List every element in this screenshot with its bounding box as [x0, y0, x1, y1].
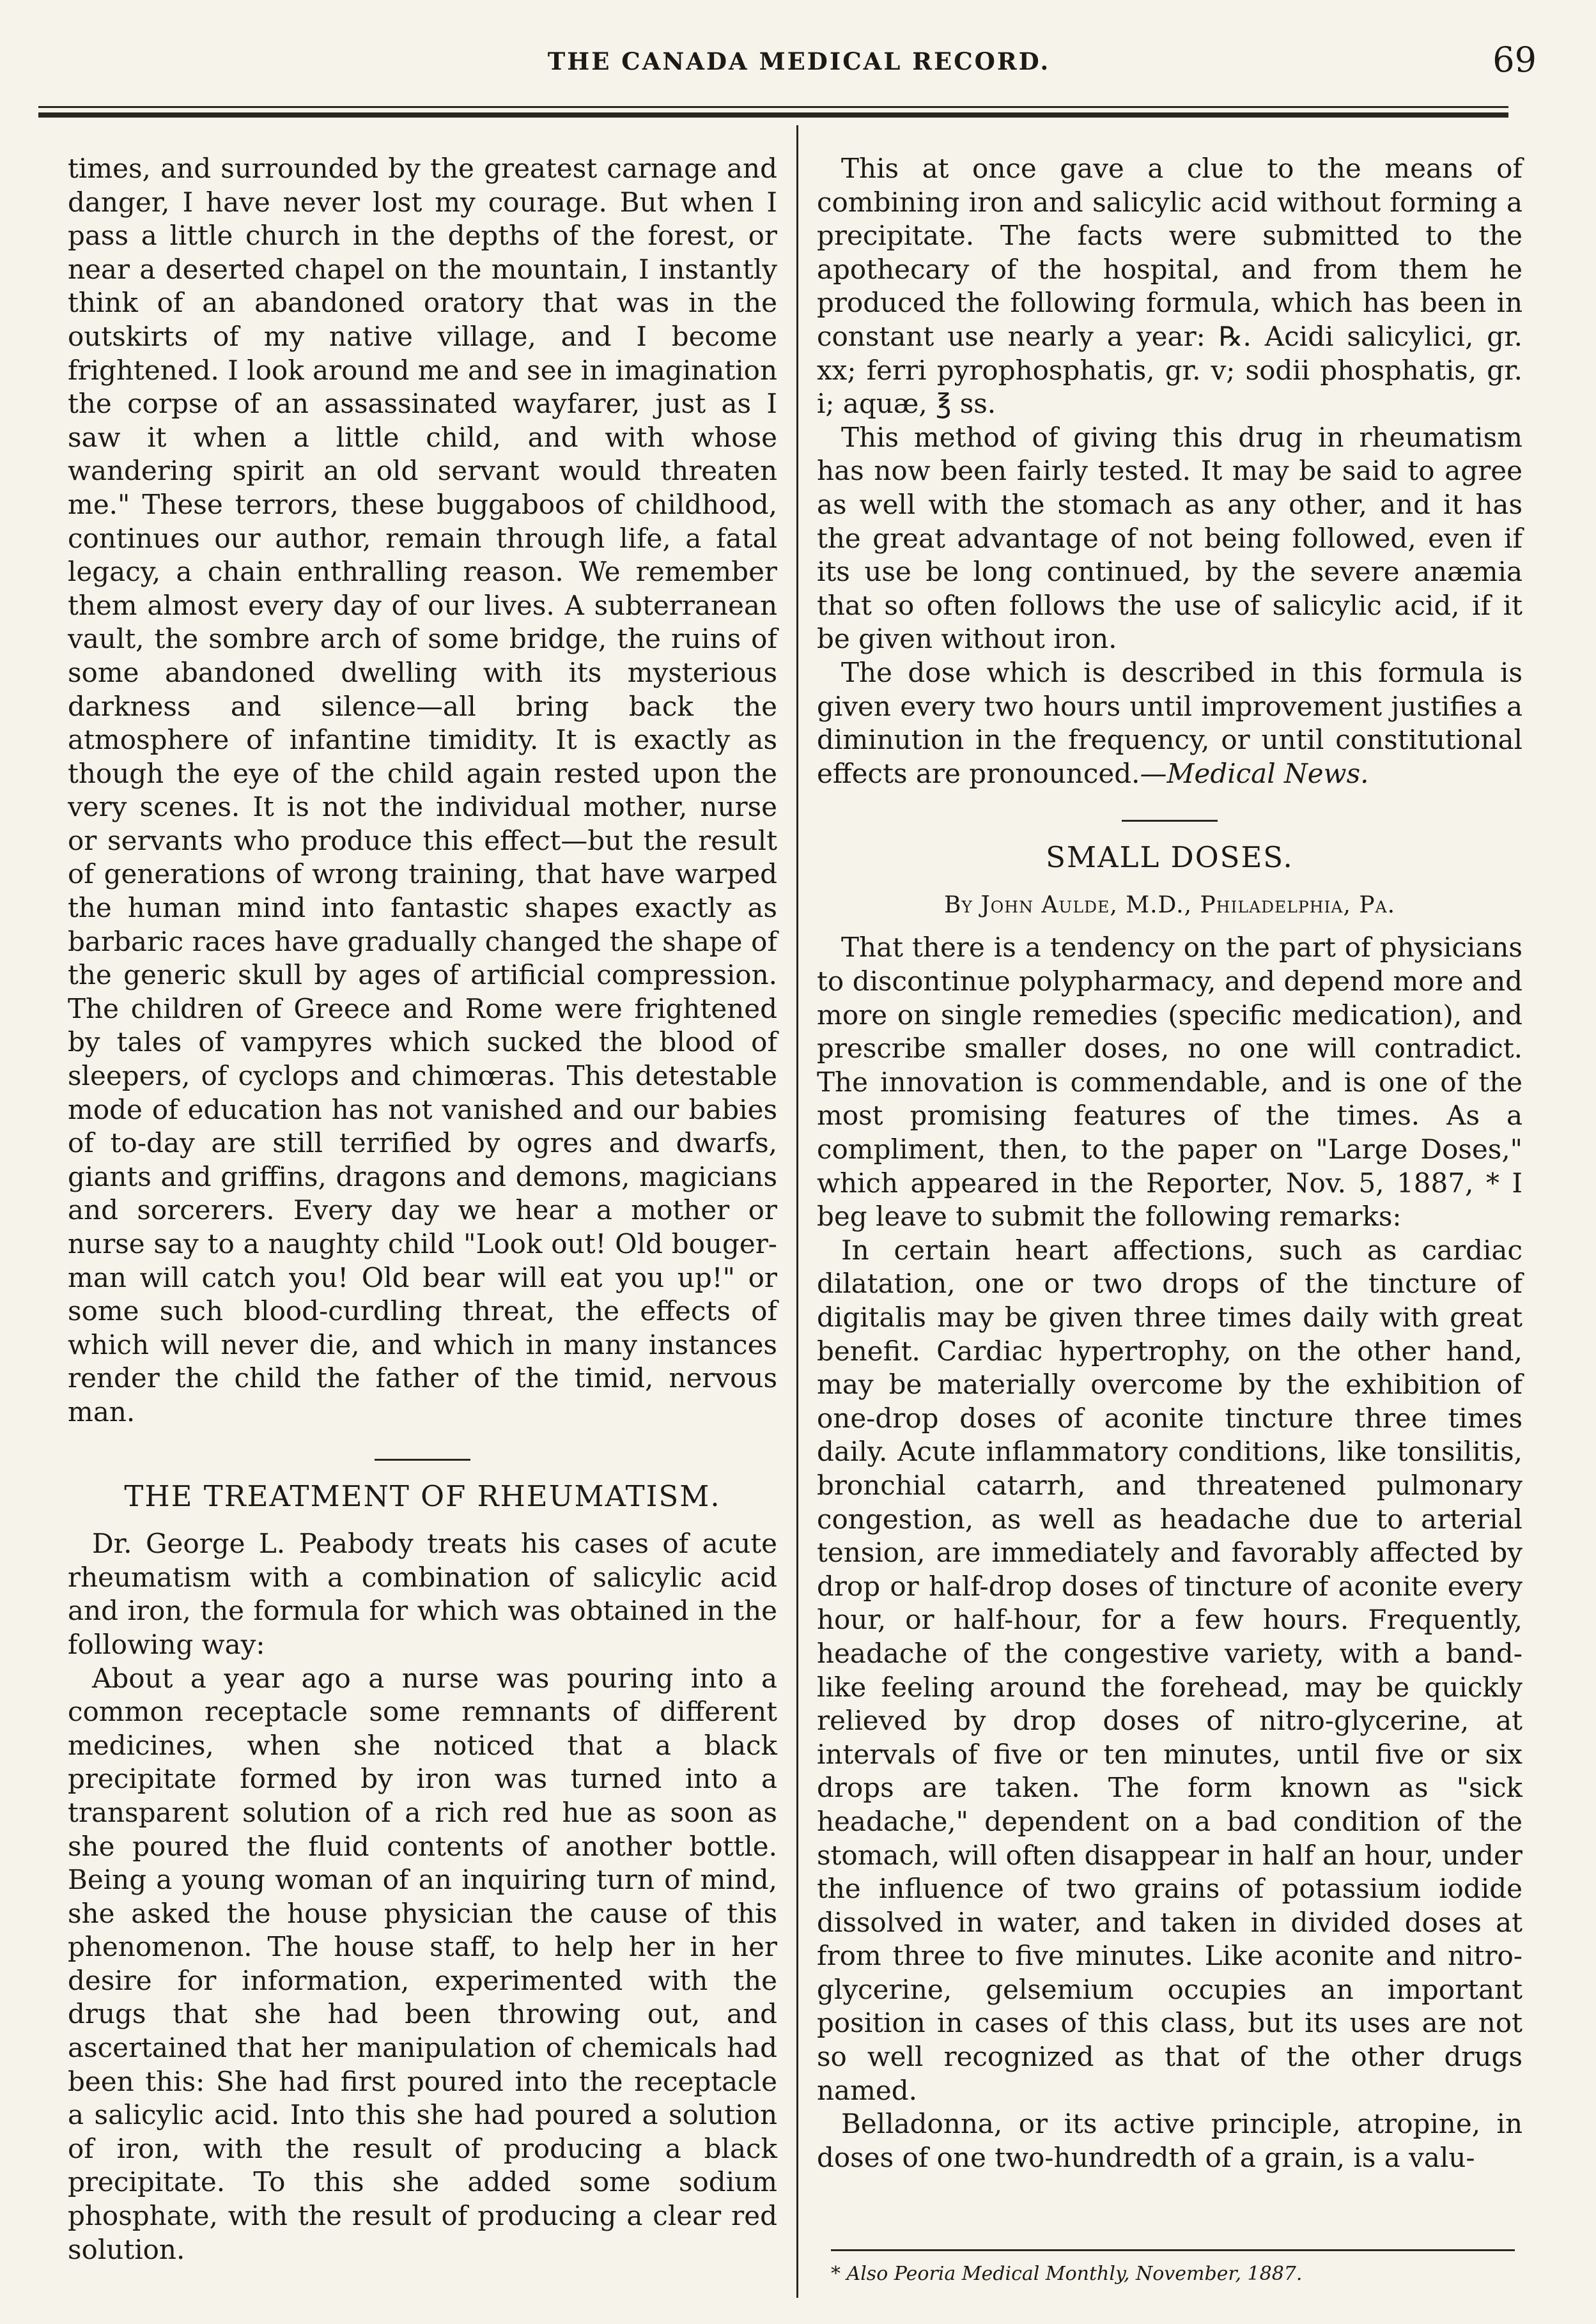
right-column [817, 152, 1522, 2174]
page-header [51, 31, 1547, 101]
body-paragraph: That there is a tendency on the part of physicians to discontinue polypharmacy, and depend more and more on single remedies (specific medication), and prescribe smaller doses, no one will contradict. The innovation is commendable, and is one of the most promising features of the times. As a compliment, then, to the paper on "Large Doses," which appeared in the Reporter, Nov. 5, 1887, * I beg leave to submit the following remarks: [817, 932, 1522, 1233]
author-byline: By John Aulde, M.D., Philadelphia, Pa. [943, 891, 1396, 918]
body-paragraph-text: The dose which is described in this formula is given every two hours until improvement justifies a diminution in the frequency, or until constitutional effects are pronounced. [817, 656, 1522, 789]
continued-paragraph: times, and surrounded by the greatest carnage and danger, I have never lost my courage. But when I pass a little church in the depths of the forest, or near a deserted chapel on the mountain, I instantly think of an abandoned oratory that was in the outskirts of my native village, and I become frightened. I look around me and see in imagination the corpse of an assassinated wayfarer, just as I saw it when a little child, and with whose wandering spirit an old servant would threaten me." These terrors, these buggaboos of childhood, continues our author, remain through life, a fatal legacy, a chain enthralling reason. We remember them almost every day of our lives. A subterranean vault, the sombre arch of some bridge, the ruins of some abandoned dwelling with its mysterious darkness and silence—all bring back the atmosphere of infantine timidity. It is exactly as though the eye of the child again rested upon the very scenes. It is not the individual mother, nurse or servants who produce this effect—but the result of generations of wrong training, that have warped the human mind into fantastic shapes exactly as barbaric races have gradually changed the shape of the generic skull by ages of artificial compression. The children of Greece and Rome were frightened by tales of vampyres which sucked the blood of sleepers, of cyclops and chimœras. This detestable mode of education has not vanished and our babies of to-day are still terrified by ogres and dwarfs, giants and griffins, dragons and demons, magicians and sorcerers. Every day we hear a mother or nurse say to a naughty child "Look out! Old bouger-man will catch you! Old bear will eat you up!" or some such blood-curdling threat, the effects of which will never die, and which in many instances render the child the father of the timid, nervous man. [68, 153, 777, 1427]
body-paragraph [817, 656, 1522, 790]
footnote: * Also Peoria Medical Monthly, November, 1887. [831, 2249, 1515, 2285]
left-column [68, 152, 777, 2266]
section-title-small-doses: SMALL DOSES. [1046, 840, 1294, 875]
header-rule-thin [38, 106, 1508, 108]
column-divider [796, 125, 798, 2298]
body-paragraph: This method of giving this drug in rheumatism has now been fairly tested. It may be said to agree as well with the stomach as any other, and it has the great advantage of not being followed, even if its use be long continued, by the severe anæmia that so often follows the use of salicylic acid, if it be given without iron. [817, 421, 1522, 655]
source-credit: —Medical News. [1140, 757, 1369, 789]
body-paragraph: Dr. George L. Peabody treats his cases of acute rheumatism with a combination of salicylic acid and iron, the formula for which was obtained in the following way: [68, 1528, 777, 1660]
page-number: 69 [1492, 40, 1537, 80]
section-divider [1122, 820, 1218, 822]
body-paragraph: This at once gave a clue to the means of combining iron and salicylic acid without forming a precipitate. The facts were submitted to the apothecary of the hospital, and from them he produced the following formula, which has been in constant use nearly a year: ℞. Acidi salicylici, gr. xx; ferri pyrophosphatis, gr. v; sodii phosphatis, gr. i; aquæ, ℥ ss. [817, 153, 1522, 420]
header-rule-thick [38, 112, 1508, 118]
running-title: THE CANADA MEDICAL RECORD. [547, 47, 1051, 75]
section-divider [375, 1459, 470, 1461]
section-title-rheumatism: THE TREATMENT OF RHEUMATISM. [124, 1479, 721, 1513]
body-paragraph: About a year ago a nurse was pouring into a common receptacle some remnants of different medicines, when she noticed that a black precipitate formed by iron was turned into a transparent solution of a rich red hue as soon as she poured the fluid contents of another bottle. Being a young woman of an inquiring turn of mind, she asked the house physician the cause of this phenomenon. The house staff, to help her in her desire for information, experimented with the drugs that she had been throwing out, and ascertained that her manipulation of chemicals had been this: She had first poured into the receptacle a salicylic acid. Into this she had poured a solution of iron, with the result of producing a black precipitate. To this she added some sodium phosphate, with the result of producing a clear red solution. [68, 1662, 777, 2265]
body-paragraph: In certain heart affections, such as cardiac dilatation, one or two drops of the tincture of digitalis may be given three times daily with great benefit. Cardiac hypertrophy, on the other hand, may be materially overcome by the exhibition of one-drop doses of aconite tincture three times daily. Acute inflammatory conditions, like tonsilitis, bronchial catarrh, and threatened pulmonary congestion, as well as headache due to arterial tension, are immediately and favorably affected by drop or half-drop doses of tincture of aconite every hour, or half-hour, for a few hours. Frequently, headache of the congestive variety, with a band-like feeling around the forehead, may be quickly relieved by drop doses of nitro-glycerine, at intervals of five or ten minutes, until five or six drops are taken. The form known as "sick headache," dependent on a bad condition of the stomach, will often disappear in half an hour, under the influence of two grains of potassium iodide dissolved in water, and taken in divided doses at from three to five minutes. Like aconite and nitro-glycerine, gelsemium occupies an important position in cases of this class, but its uses are not so well recognized as that of the other drugs named. [817, 1234, 1522, 2106]
body-paragraph: Belladonna, or its active principle, atropine, in doses of one two-hundredth of a grain, is a valu- [817, 2108, 1522, 2173]
